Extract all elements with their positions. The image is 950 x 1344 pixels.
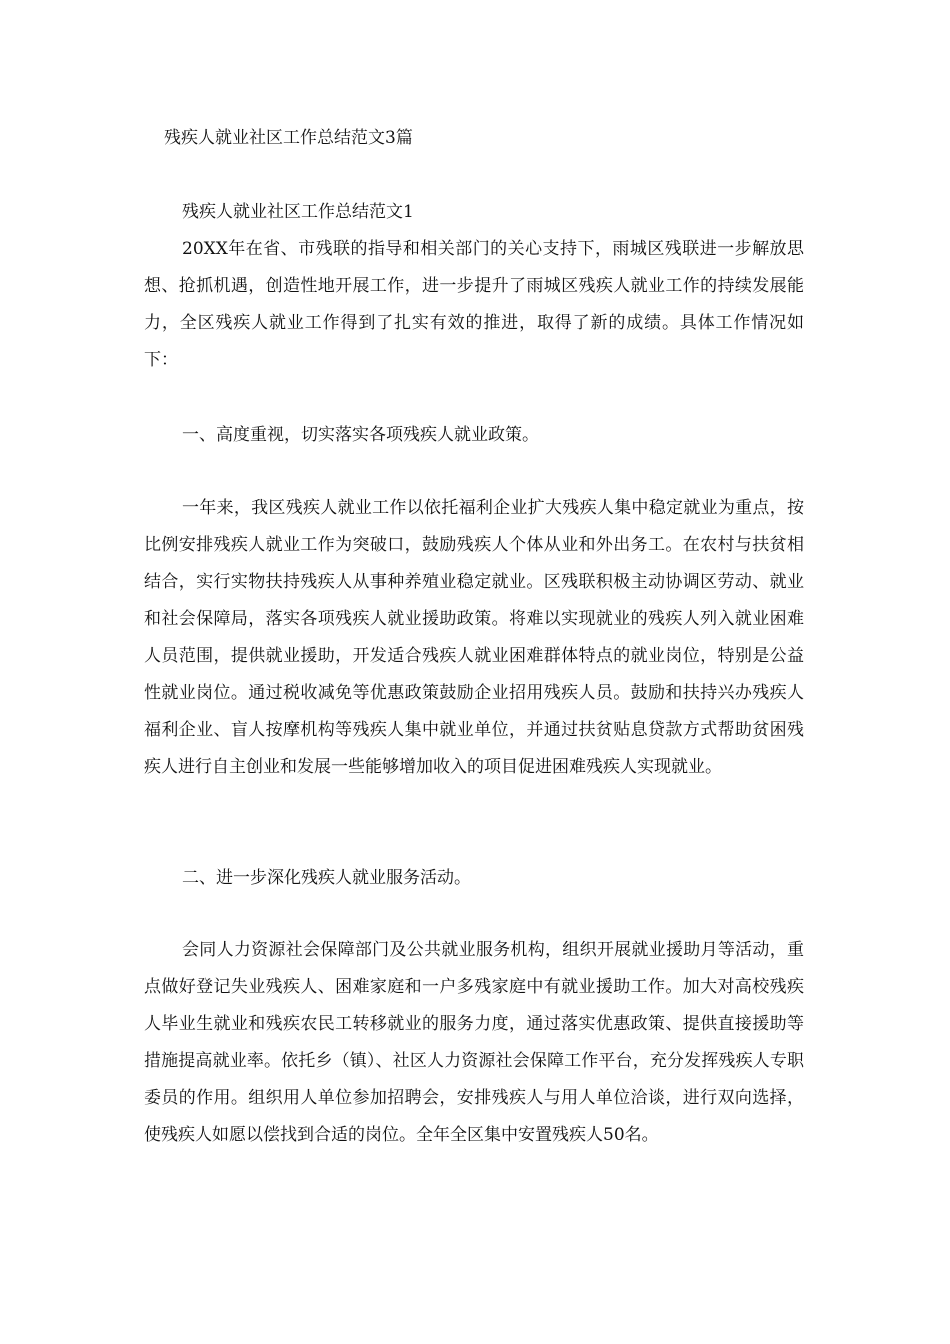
document-title: 残疾人就业社区工作总结范文3篇 xyxy=(164,128,413,148)
heading-service: 二、进一步深化残疾人就业服务活动。 xyxy=(182,868,471,888)
paragraph-intro: 20XX年在省、市残联的指导和相关部门的关心支持下，雨城区残联进一步解放思想、抢抓机遇，创造性地开展工作，进一步提升了雨城区残疾人就业工作的持续发展能力，全区残疾人就业工作得到了扎实有效的推进，取得了新的成绩。具体工作情况如下： xyxy=(144,239,804,370)
section-title: 残疾人就业社区工作总结范文1 xyxy=(182,202,414,222)
paragraph-policy: 一年来，我区残疾人就业工作以依托福利企业扩大残疾人集中稳定就业为重点，按比例安排残疾人就业工作为突破口，鼓励残疾人个体从业和外出务工。在农村与扶贫相结合，实行实物扶持残疾人从事种养殖业稳定就业。区残联积极主动协调区劳动、就业和社会保障局，落实各项残疾人就业援助政策。将难以实现就业的残疾人列入就业困难人员范围，提供就业援助，开发适合残疾人就业困难群体特点的就业岗位，特别是公益性就业岗位。通过税收减免等优惠政策鼓励企业招用残疾人员。鼓励和扶持兴办残疾人福利企业、盲人按摩机构等残疾人集中就业单位，并通过扶贫贴息贷款方式帮助贫困残疾人进行自主创业和发展一些能够增加收入的项目促进困难残疾人实现就业。 xyxy=(144,498,804,777)
paragraph-service: 会同人力资源社会保障部门及公共就业服务机构，组织开展就业援助月等活动，重点做好登记失业残疾人、困难家庭和一户多残家庭中有就业援助工作。加大对高校残疾人毕业生就业和残疾农民工转移就业的服务力度，通过落实优惠政策、提供直接援助等措施提高就业率。依托乡（镇）、社区人力资源社会保障工作平台，充分发挥残疾人专职委员的作用。组织用人单位参加招聘会，安排残疾人与用人单位洽谈，进行双向选择，使残疾人如愿以偿找到合适的岗位。全年全区集中安置残疾人50名。 xyxy=(144,940,804,1145)
heading-policy: 一、高度重视，切实落实各项残疾人就业政策。 xyxy=(182,425,539,445)
